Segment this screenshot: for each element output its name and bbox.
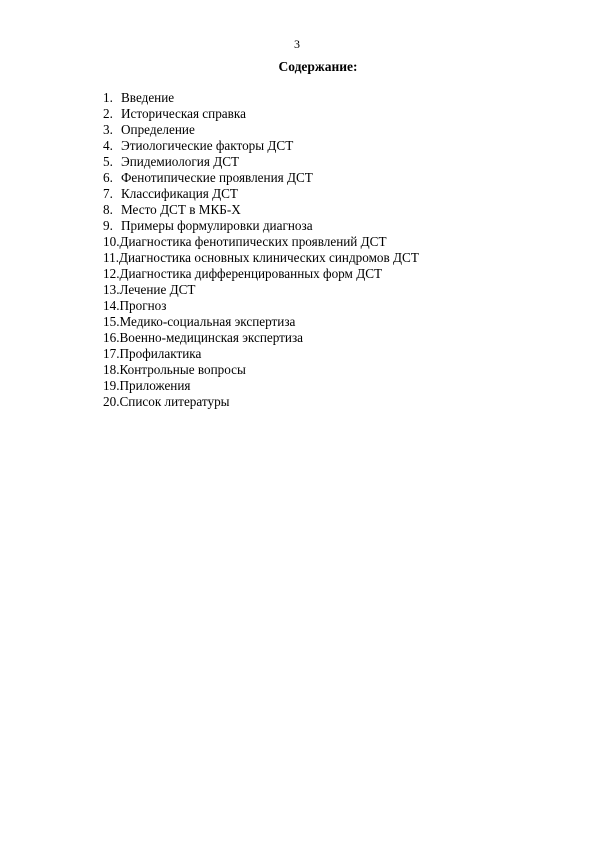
toc-item	[103, 186, 419, 202]
toc-item	[103, 394, 419, 410]
toc-item	[103, 298, 419, 314]
toc-item-number: 4.	[103, 138, 113, 153]
toc-item-number: 17.	[103, 346, 120, 361]
toc-item-number: 18.	[103, 362, 120, 377]
toc-item	[103, 106, 419, 122]
toc-item	[103, 138, 419, 154]
toc-title: Содержание:	[278, 59, 358, 74]
toc-item-number: 7.	[103, 186, 113, 201]
toc-item-label: Место ДСТ в МКБ-Х	[121, 202, 241, 217]
toc-item-number: 1.	[103, 90, 113, 105]
toc-item	[103, 90, 419, 106]
toc-item	[103, 266, 419, 282]
toc-item-number: 9.	[103, 218, 113, 233]
toc-item-label: Список литературы	[119, 394, 230, 409]
toc-item-label: Профилактика	[119, 346, 202, 361]
toc-item-number: 11.	[103, 250, 119, 265]
toc-item-label: Диагностика фенотипических проявлений ДСТ	[119, 234, 387, 249]
toc-item	[103, 346, 419, 362]
toc-item-number: 6.	[103, 170, 113, 185]
toc-item	[103, 282, 419, 298]
toc-item-label: Диагностика основных клинических синдромов ДСТ	[119, 250, 419, 265]
toc-item-number: 10.	[103, 234, 120, 249]
toc-item-label: Прогноз	[119, 298, 167, 313]
toc-item-label: Историческая справка	[121, 106, 246, 121]
toc-item	[103, 314, 419, 330]
toc-item-label: Контрольные вопросы	[119, 362, 246, 377]
toc-item-number: 14.	[103, 298, 120, 313]
page-number: 3	[294, 37, 300, 51]
toc-item-label: Медико-социальная экспертиза	[119, 314, 296, 329]
toc-item-number: 20.	[103, 394, 120, 409]
toc-item	[103, 122, 419, 138]
toc-item-number: 2.	[103, 106, 113, 121]
toc-item-label: Лечение ДСТ	[119, 282, 196, 297]
toc-item	[103, 250, 419, 266]
toc-item-label: Определение	[121, 122, 195, 137]
toc-item-label: Военно-медицинская экспертиза	[119, 330, 304, 345]
toc-item-label: Диагностика дифференцированных форм ДСТ	[119, 266, 383, 281]
toc-item	[103, 154, 419, 170]
toc-item-label: Приложения	[119, 378, 191, 393]
toc-item-label: Примеры формулировки диагноза	[121, 218, 313, 233]
toc-item-number: 16.	[103, 330, 120, 345]
toc-item-number: 8.	[103, 202, 113, 217]
toc-item	[103, 218, 419, 234]
toc-item	[103, 234, 419, 250]
toc-item-number: 5.	[103, 154, 113, 169]
toc-item-label: Фенотипические проявления ДСТ	[121, 170, 313, 185]
toc-item-number: 3.	[103, 122, 113, 137]
toc-item-label: Этиологические факторы ДСТ	[121, 138, 294, 153]
toc-item-number: 12.	[103, 266, 120, 281]
toc-item-number: 19.	[103, 378, 120, 393]
toc-item-label: Введение	[121, 90, 175, 105]
table-of-contents	[103, 90, 419, 410]
toc-item	[103, 330, 419, 346]
toc-item-label: Классификация ДСТ	[121, 186, 238, 201]
toc-item-label: Эпидемиология ДСТ	[121, 154, 240, 169]
toc-item-number: 15.	[103, 314, 120, 329]
toc-item	[103, 202, 419, 218]
toc-item-number: 13.	[103, 282, 120, 297]
toc-item	[103, 378, 419, 394]
toc-item	[103, 170, 419, 186]
toc-item	[103, 362, 419, 378]
